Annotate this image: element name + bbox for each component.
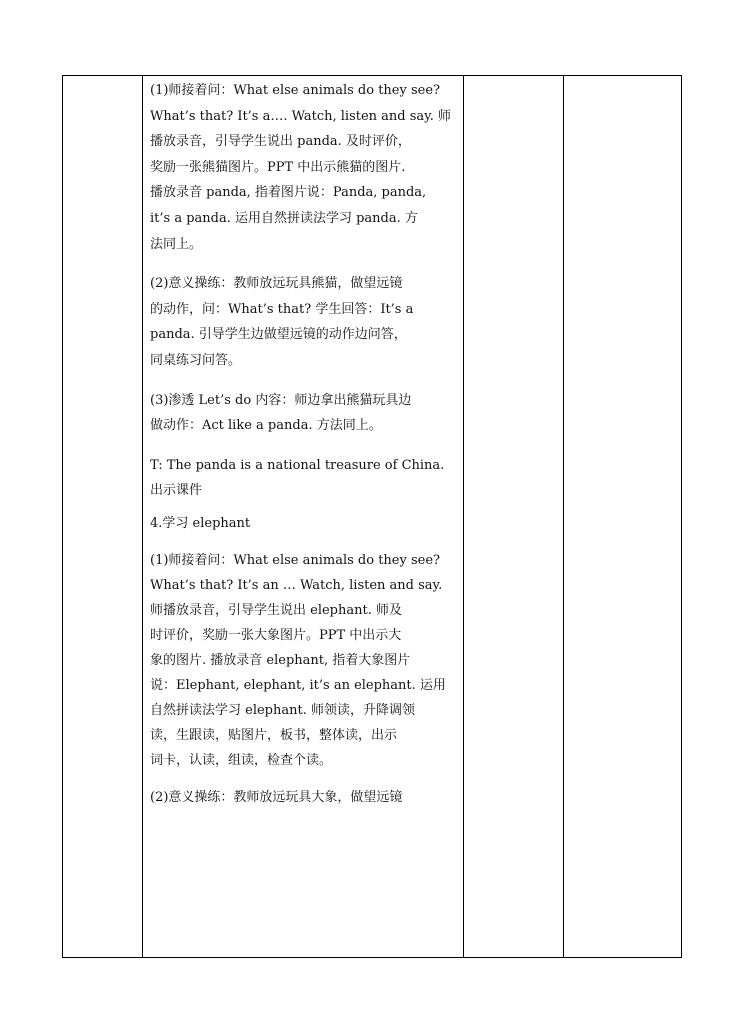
paragraph-national-treasure bbox=[150, 453, 458, 503]
teaching-activity-cell bbox=[150, 78, 458, 811]
text-line: 法同上。 bbox=[150, 236, 203, 252]
text-line: 4.学习 elephant bbox=[150, 515, 251, 531]
text-line: 播放录音 panda, 指着图片说：Panda, panda, bbox=[150, 185, 427, 201]
column-divider-3 bbox=[563, 75, 564, 958]
text-line: 做动作：Act like a panda. 方法同上。 bbox=[150, 418, 382, 434]
paragraph-panda-intro bbox=[150, 78, 458, 257]
text-line: (2)意义操练：教师放远玩具熊猫，做望远镜 bbox=[150, 276, 403, 292]
paragraph-panda-practice bbox=[150, 271, 458, 373]
paragraph-elephant-practice bbox=[150, 785, 458, 811]
text-line: What’s that? It’s a…. Watch, listen and say. 师 bbox=[150, 108, 452, 124]
text-line: 自然拼读法学习 elephant. 师领读，升降调领 bbox=[150, 703, 415, 719]
column-divider-1 bbox=[142, 75, 143, 958]
text-line: (3)渗透 Let’s do 内容：师边拿出熊猫玩具边 bbox=[150, 392, 412, 408]
text-line: (1)师接着问：What else animals do they see? bbox=[150, 83, 440, 98]
text-line: 师播放录音，引导学生说出 elephant. 师及 bbox=[150, 603, 402, 619]
text-line: What’s that? It’s an … Watch, listen and say. bbox=[150, 578, 443, 594]
paragraph-lets-do bbox=[150, 388, 458, 439]
text-line: 说：Elephant, elephant, it’s an elephant. 运用 bbox=[150, 678, 446, 694]
section-heading-elephant bbox=[150, 511, 458, 537]
table-bottom-border bbox=[62, 957, 682, 958]
text-line: 播放录音，引导学生说出 panda. 及时评价， bbox=[150, 134, 411, 150]
text-line: panda. 引导学生边做望远镜的动作边问答， bbox=[150, 327, 407, 343]
text-line: (1)师接着问：What else animals do they see? bbox=[150, 553, 440, 569]
paragraph-elephant-intro bbox=[150, 548, 458, 773]
table-top-border bbox=[62, 75, 682, 76]
table-right-border bbox=[681, 75, 682, 958]
table-left-border bbox=[62, 75, 63, 958]
text-line: (2)意义操练：教师放远玩具大象，做望远镜 bbox=[150, 790, 403, 806]
text-line: 词卡，认读，组读，检查个读。 bbox=[150, 753, 333, 769]
text-line: T: The panda is a national treasure of China. bbox=[150, 457, 445, 473]
text-line: 读，生跟读，贴图片，板书，整体读，出示 bbox=[150, 728, 398, 744]
text-line: 的动作，问：What’s that? 学生回答：It’s a bbox=[150, 301, 414, 317]
text-line: 出示课件 bbox=[150, 482, 203, 498]
text-line: 象的图片. 播放录音 elephant, 指着大象图片 bbox=[150, 653, 411, 669]
text-line: 时评价，奖励一张大象图片。PPT 中出示大 bbox=[150, 628, 402, 644]
column-divider-2 bbox=[463, 75, 464, 958]
text-line: it’s a panda. 运用自然拼读法学习 panda. 方 bbox=[150, 210, 418, 226]
text-line: 奖励一张熊猫图片。PPT 中出示熊猫的图片. bbox=[150, 159, 406, 175]
text-line: 同桌练习问答。 bbox=[150, 352, 242, 368]
